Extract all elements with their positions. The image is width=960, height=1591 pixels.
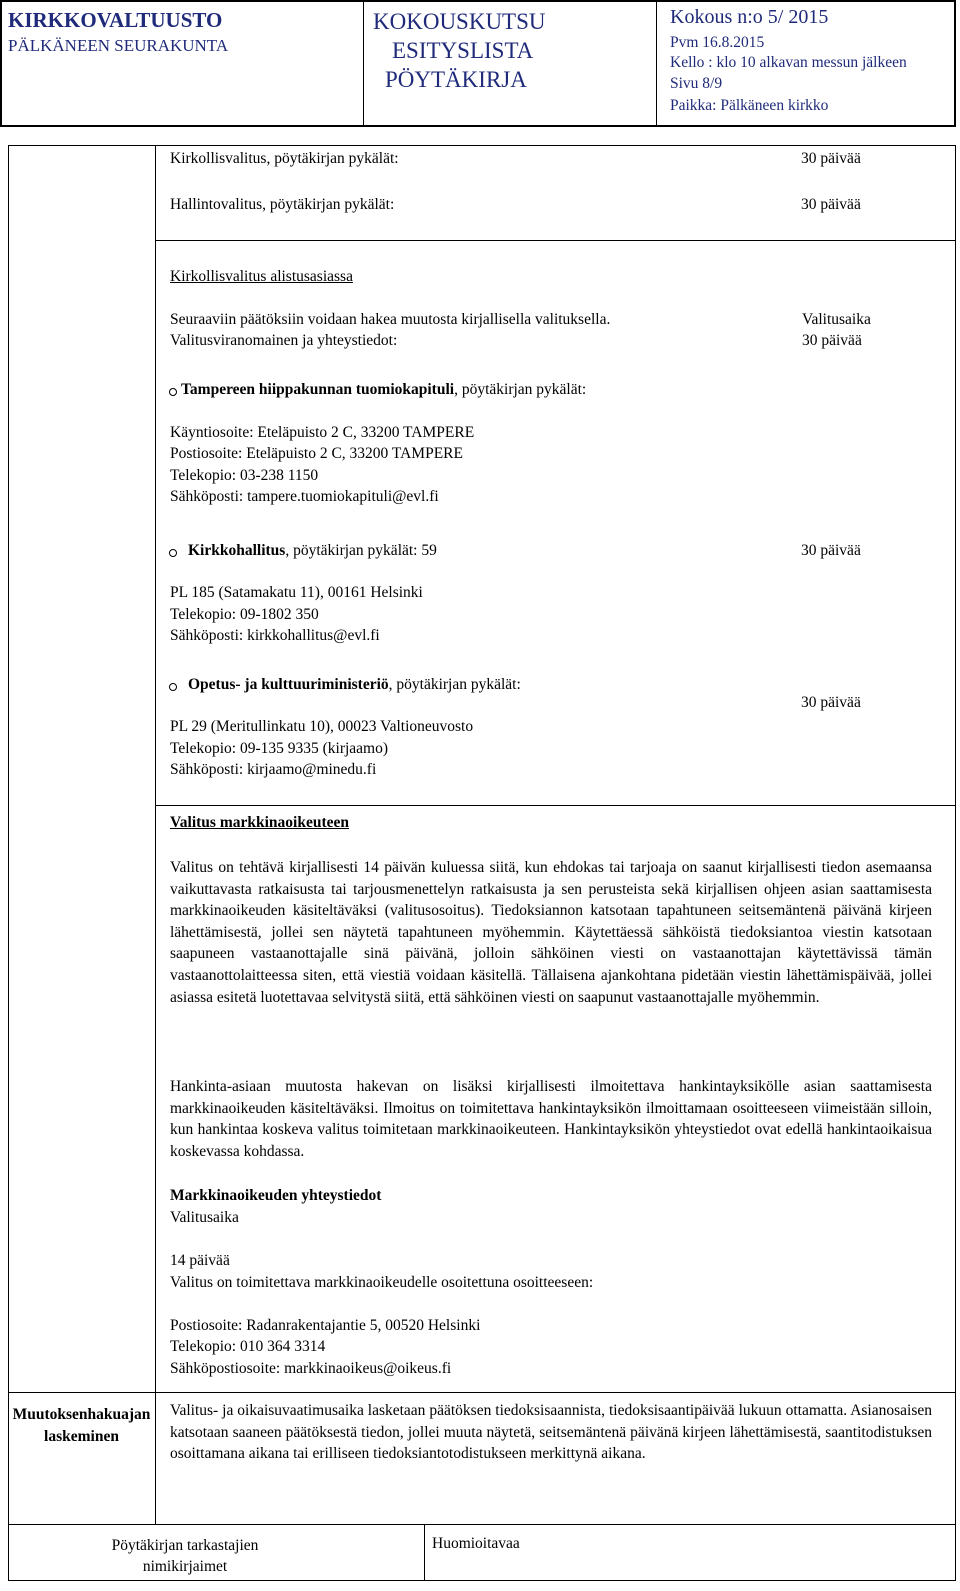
doc-type-esityslista: ESITYSLISTA — [392, 38, 534, 63]
document-header — [0, 0, 956, 127]
bullet-icon — [169, 683, 177, 691]
tampere-postal-address: Postiosoite: Eteläpuisto 2 C, 33200 TAMPERE — [170, 445, 463, 462]
left-column-divider — [155, 145, 156, 1525]
meeting-number: Kokous n:o 5/ 2015 — [670, 6, 829, 28]
bullet-icon — [169, 388, 177, 396]
header-organization — [2, 2, 364, 125]
admin-appeal-days: 30 päivää — [801, 196, 861, 213]
authority-okm-suffix: , pöytäkirjan pykälät: — [388, 676, 521, 693]
footer-signatures-label: Pöytäkirjan tarkastajien nimikirjaimet — [111, 1537, 259, 1575]
church-intro-line: Seuraaviin päätöksiin voidaan hakea muutosta kirjallisella valituksella. — [170, 311, 611, 328]
org-name: KIRKKOVALTUUSTO — [8, 8, 223, 32]
kirkkohallitus-address: PL 185 (Satamakatu 11), 00161 Helsinki — [170, 584, 423, 601]
footer-notes-label: Huomioitavaa — [432, 1535, 520, 1552]
divider-market-court — [8, 1392, 956, 1393]
tampere-email: Sähköposti: tampere.tuomiokapituli@evl.fi — [170, 488, 439, 505]
content-frame — [8, 145, 956, 1525]
market-court-postal-address: Postiosoite: Radanrakentajantie 5, 00520 Helsinki — [170, 1317, 481, 1334]
calc-paragraph: Valitus- ja oikaisuvaatimusaika lasketaan päätöksen tiedoksisaannista, tiedoksisaantipäivää lukuun ottamatta. Asianosaisen katsotaan saaneen päätöksestä tiedon, jollei muuta näytetä, seitsemäntenä päivänä kirjeen lähettämisestä, saantitodistuksen osoittamana aikana tai erilliseen tiedoksiantotodistukseen merkittynä aikana. — [170, 1402, 932, 1463]
church-period-days: 30 päivää — [802, 332, 862, 349]
kirkkohallitus-fax: Telekopio: 09-1802 350 — [170, 606, 319, 623]
authority-kirkkohallitus-name: Kirkkohallitus — [188, 542, 286, 559]
authority-okm — [188, 676, 521, 694]
authority-tampere-name: Tampereen hiippakunnan tuomiokapituli — [181, 381, 455, 398]
okm-fax: Telekopio: 09-135 9335 (kirjaamo) — [170, 740, 389, 757]
market-court-paragraph-1: Valitus on tehtävä kirjallisesti 14 päivän kuluessa siitä, kun ehdokas tai tarjoaja on saanut kirjallisesti tiedon asemaansa vaikuttavasta ratkaisusta tai tarjousmenettelyn ratkaisusta ja sen perusteista sekä kirjallisen ohjeen asian saattamisesta markkinaoikeuden käsiteltäväksi (valitusosoitus). Tiedoksiannon katsotaan tapahtuneen seitsemäntenä päivänä kirjeen lähettämisestä, jollei sen näytetä tapahtuneen myöhemmin. Käytettäessä sähköistä tiedoksiantoa viestin katsotaan saapuneen vastaanottajalle sinä päivänä, jolloin sähköinen viesti on vastaanottajan käytettävissä tämän vastaanottolaitteessa siten, että viestiä voidaan käsitellä. Tällaisena ajankohtana pidetään viestin lähettämispäivää, jollei asiassa esitetä luotettavaa selvitystä siitä, että sähköinen viesti on saapunut vastaanottajalle myöhemmin. — [170, 859, 932, 1006]
authority-kirkkohallitus — [188, 542, 437, 560]
kirkkohallitus-days: 30 päivää — [801, 542, 861, 559]
org-subname: PÄLKÄNEEN SEURAKUNTA — [8, 36, 229, 55]
admin-appeal-label: Hallintovalitus, pöytäkirjan pykälät: — [170, 196, 395, 213]
church-authority-line: Valitusviranomainen ja yhteystiedot: — [170, 332, 398, 349]
okm-address: PL 29 (Meritullinkatu 10), 00023 Valtioneuvosto — [170, 718, 474, 735]
church-period-heading: Valitusaika — [802, 311, 871, 328]
meeting-date: Pvm 16.8.2015 — [670, 34, 765, 51]
authority-okm-name: Opetus- ja kulttuuriministeriö — [188, 676, 389, 693]
doc-type-kokouskutsu: KOKOUSKUTSU — [373, 9, 546, 34]
market-court-contact-title: Markkinaoikeuden yhteystiedot — [170, 1187, 382, 1204]
bullet-icon — [169, 549, 177, 557]
divider-top-appeals — [155, 240, 956, 241]
calc-side-title: Muutoksenhakuajan laskeminen — [12, 1406, 151, 1445]
meeting-place: Paikka: Pälkäneen kirkko — [670, 97, 829, 114]
okm-email: Sähköposti: kirjaamo@minedu.fi — [170, 761, 377, 778]
section-title-church-appeal: Kirkollisvalitus alistusasiassa — [170, 268, 353, 285]
market-court-period-days: 14 päivää — [170, 1252, 230, 1269]
kirkkohallitus-email: Sähköposti: kirkkohallitus@evl.fi — [170, 627, 380, 644]
market-court-paragraph-2: Hankinta-asiaan muutosta hakevan on lisäksi kirjallisesti ilmoitettava hankintayksikölle asian saattamisesta markkinaoikeuden käsiteltäväksi. Ilmoitus on toimitettava hankintayksikön ilmoittamaan osoitteeseen viimeistään silloin, kun hankintaa koskeva valitus toimitetaan markkinaoikeuteen. Hankintayksikön yhteystiedot ovat edellä hankintaoikaisua koskevassa kohdassa. — [170, 1078, 932, 1160]
church-appeal-label: Kirkollisvalitus, pöytäkirjan pykälät: — [170, 150, 399, 167]
section-title-market-court: Valitus markkinaoikeuteen — [170, 814, 349, 831]
footer-signatures-cell — [9, 1525, 425, 1580]
tampere-visit-address: Käyntiosoite: Eteläpuisto 2 C, 33200 TAMPERE — [170, 424, 475, 441]
market-court-fax: Telekopio: 010 364 3314 — [170, 1338, 326, 1355]
meeting-time: Kello : klo 10 alkavan messun jälkeen — [670, 54, 907, 71]
tampere-fax: Telekopio: 03-238 1150 — [170, 467, 319, 484]
header-meeting-info — [656, 2, 956, 125]
authority-tampere — [181, 381, 586, 399]
market-court-email: Sähköpostiosoite: markkinaoikeus@oikeus.fi — [170, 1360, 452, 1377]
header-doc-types — [363, 2, 657, 125]
document-footer — [8, 1525, 956, 1581]
market-court-period-label: Valitusaika — [170, 1209, 239, 1226]
market-court-deliver-line: Valitus on toimitettava markkinaoikeudelle osoitettuna osoitteeseen: — [170, 1274, 594, 1291]
okm-days: 30 päivää — [801, 694, 861, 711]
church-appeal-days: 30 päivää — [801, 150, 861, 167]
authority-tampere-suffix: , pöytäkirjan pykälät: — [454, 381, 587, 398]
page-number: Sivu 8/9 — [670, 75, 723, 92]
authority-kirkkohallitus-suffix: , pöytäkirjan pykälät: 59 — [285, 542, 437, 559]
divider-authorities — [155, 805, 956, 806]
doc-type-poytakirja: PÖYTÄKIRJA — [385, 67, 527, 92]
